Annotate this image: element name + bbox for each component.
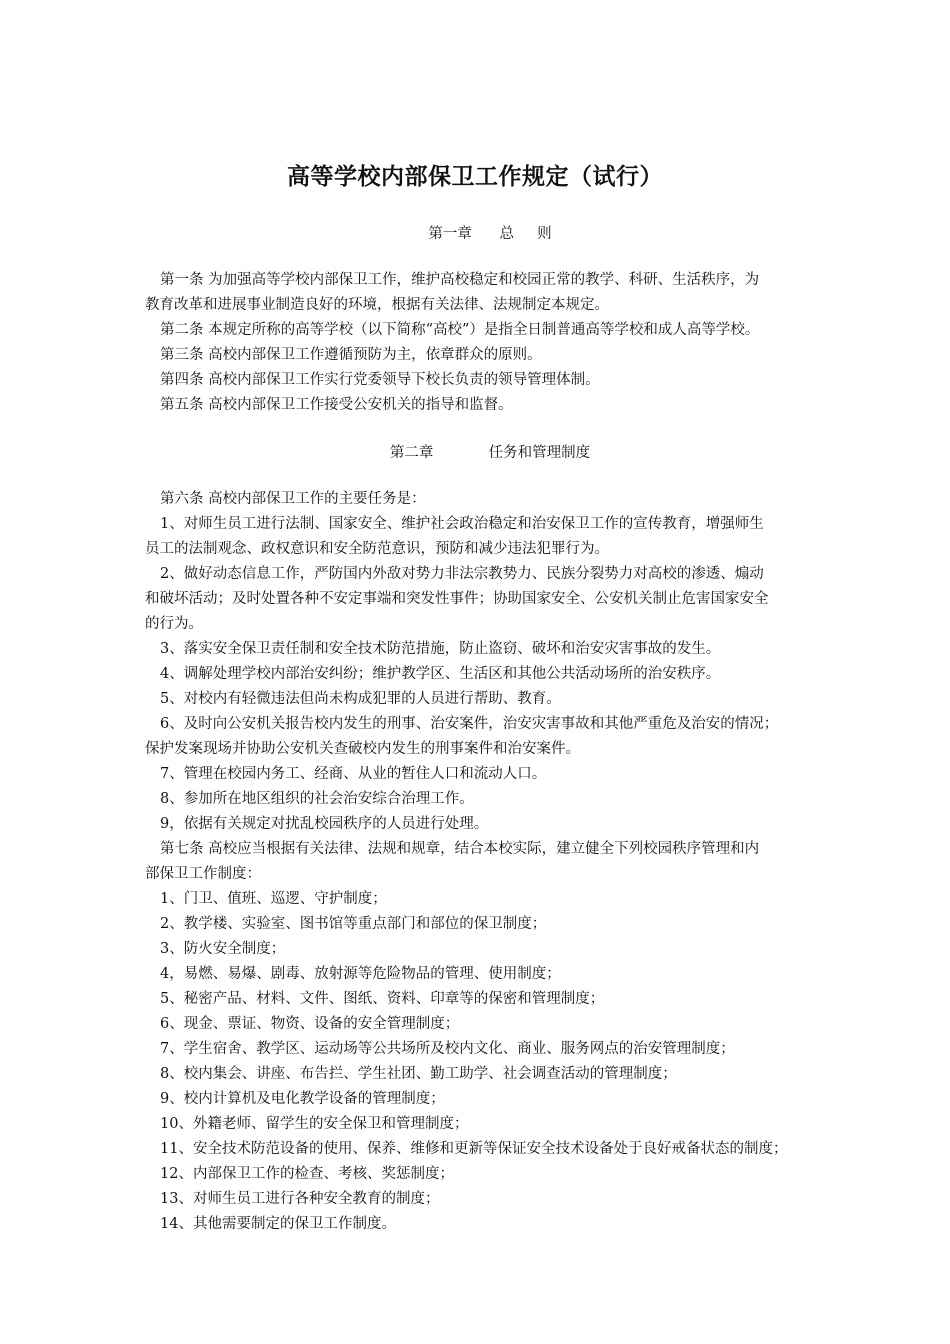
list-line: 12、内部保卫工作的检查、考核、奖惩制度；: [160, 1166, 454, 1182]
list-line: 3、落实安全保卫责任制和安全技术防范措施，防止盗窃、破坏和治安灾害事故的发生。: [160, 641, 721, 657]
article-line: 第三条 高校内部保卫工作遵循预防为主，依章群众的原则。: [160, 347, 542, 363]
list-line: 4、调解处理学校内部治安纠纷；维护教学区、生活区和其他公共活动场所的治安秩序。: [160, 666, 721, 682]
list-line: 6、及时向公安机关报告校内发生的刑事、治安案件，治安灾害事故和其他严重危及治安的情况；: [160, 716, 779, 732]
list-line: 7、管理在校园内务工、经商、从业的暂住人口和流动人口。: [160, 766, 547, 782]
article-line: 第七条 高校应当根据有关法律、法规和规章，结合本校实际，建立健全下列校园秩序管理和内: [160, 841, 760, 857]
list-line: 8、参加所在地区组织的社会治安综合治理工作。: [160, 791, 474, 807]
list-line: 11、安全技术防范设备的使用、保养、维修和更新等保证安全技术设备处于良好戒备状态的制度；: [160, 1141, 788, 1157]
list-line: 2、教学楼、实验室、图书馆等重点部门和部位的保卫制度；: [160, 916, 547, 932]
list-line: 14、其他需要制定的保卫工作制度。: [160, 1216, 396, 1232]
list-line: 8、校内集会、讲座、布告拦、学生社团、勤工助学、社会调查活动的管理制度；: [160, 1066, 677, 1082]
list-line: 10、外籍老师、留学生的安全保卫和管理制度；: [160, 1116, 469, 1132]
chapter-heading-1: 第一章 总 则: [428, 226, 552, 242]
list-line: 6、现金、票证、物资、设备的安全管理制度；: [160, 1016, 460, 1032]
list-line: 1、门卫、值班、巡逻、守护制度；: [160, 891, 387, 907]
list-line: 9、校内计算机及电化教学设备的管理制度；: [160, 1091, 445, 1107]
document-title: 高等学校内部保卫工作规定（试行）: [287, 164, 663, 190]
list-line: 3、防火安全制度；: [160, 941, 286, 957]
list-line: 1、对师生员工进行法制、国家安全、维护社会政治稳定和治安保卫工作的宣传教育，增强师生: [160, 516, 764, 532]
list-line: 的行为。: [145, 616, 203, 632]
article-line: 部保卫工作制度：: [145, 866, 261, 882]
list-line: 5、对校内有轻微违法但尚未构成犯罪的人员进行帮助、教育。: [160, 691, 561, 707]
article-line: 第二条 本规定所称的高等学校（以下简称“高校”）是指全日制普通高等学校和成人高等学校。: [160, 322, 760, 338]
article-line: 第五条 高校内部保卫工作接受公安机关的指导和监督。: [160, 397, 513, 413]
list-line: 7、学生宿舍、教学区、运动场等公共场所及校内文化、商业、服务网点的治安管理制度；: [160, 1041, 735, 1057]
list-line: 员工的法制观念、政权意识和安全防范意识，预防和减少违法犯罪行为。: [145, 541, 609, 557]
article-line: 第四条 高校内部保卫工作实行党委领导下校长负责的领导管理体制。: [160, 372, 600, 388]
list-line: 4，易燃、易爆、剧毒、放射源等危险物品的管理、使用制度；: [160, 966, 561, 982]
article-line: 第六条 高校内部保卫工作的主要任务是：: [160, 491, 426, 507]
article-line: 第一条 为加强高等学校内部保卫工作，维护高校稳定和校园正常的教学、科研、生活秩序，为: [160, 272, 760, 288]
list-line: 5、秘密产品、材料、文件、图纸、资料、印章等的保密和管理制度；: [160, 991, 605, 1007]
list-line: 9，依据有关规定对扰乱校园秩序的人员进行处理。: [160, 816, 489, 832]
list-line: 13、对师生员工进行各种安全教育的制度；: [160, 1191, 440, 1207]
chapter-heading-2: 第二章 任务和管理制度: [389, 445, 591, 461]
article-line: 教育改革和进展事业制造良好的环境，根据有关法律、法规制定本规定。: [145, 297, 609, 313]
list-line: 2、做好动态信息工作，严防国内外敌对势力非法宗教势力、民族分裂势力对高校的渗透、煽动: [160, 566, 764, 582]
list-line: 保护发案现场并协助公安机关查破校内发生的刑事案件和治安案件。: [145, 741, 580, 757]
list-line: 和破坏活动；及时处置各种不安定事端和突发性事件；协助国家安全、公安机关制止危害国家安全: [145, 591, 769, 607]
